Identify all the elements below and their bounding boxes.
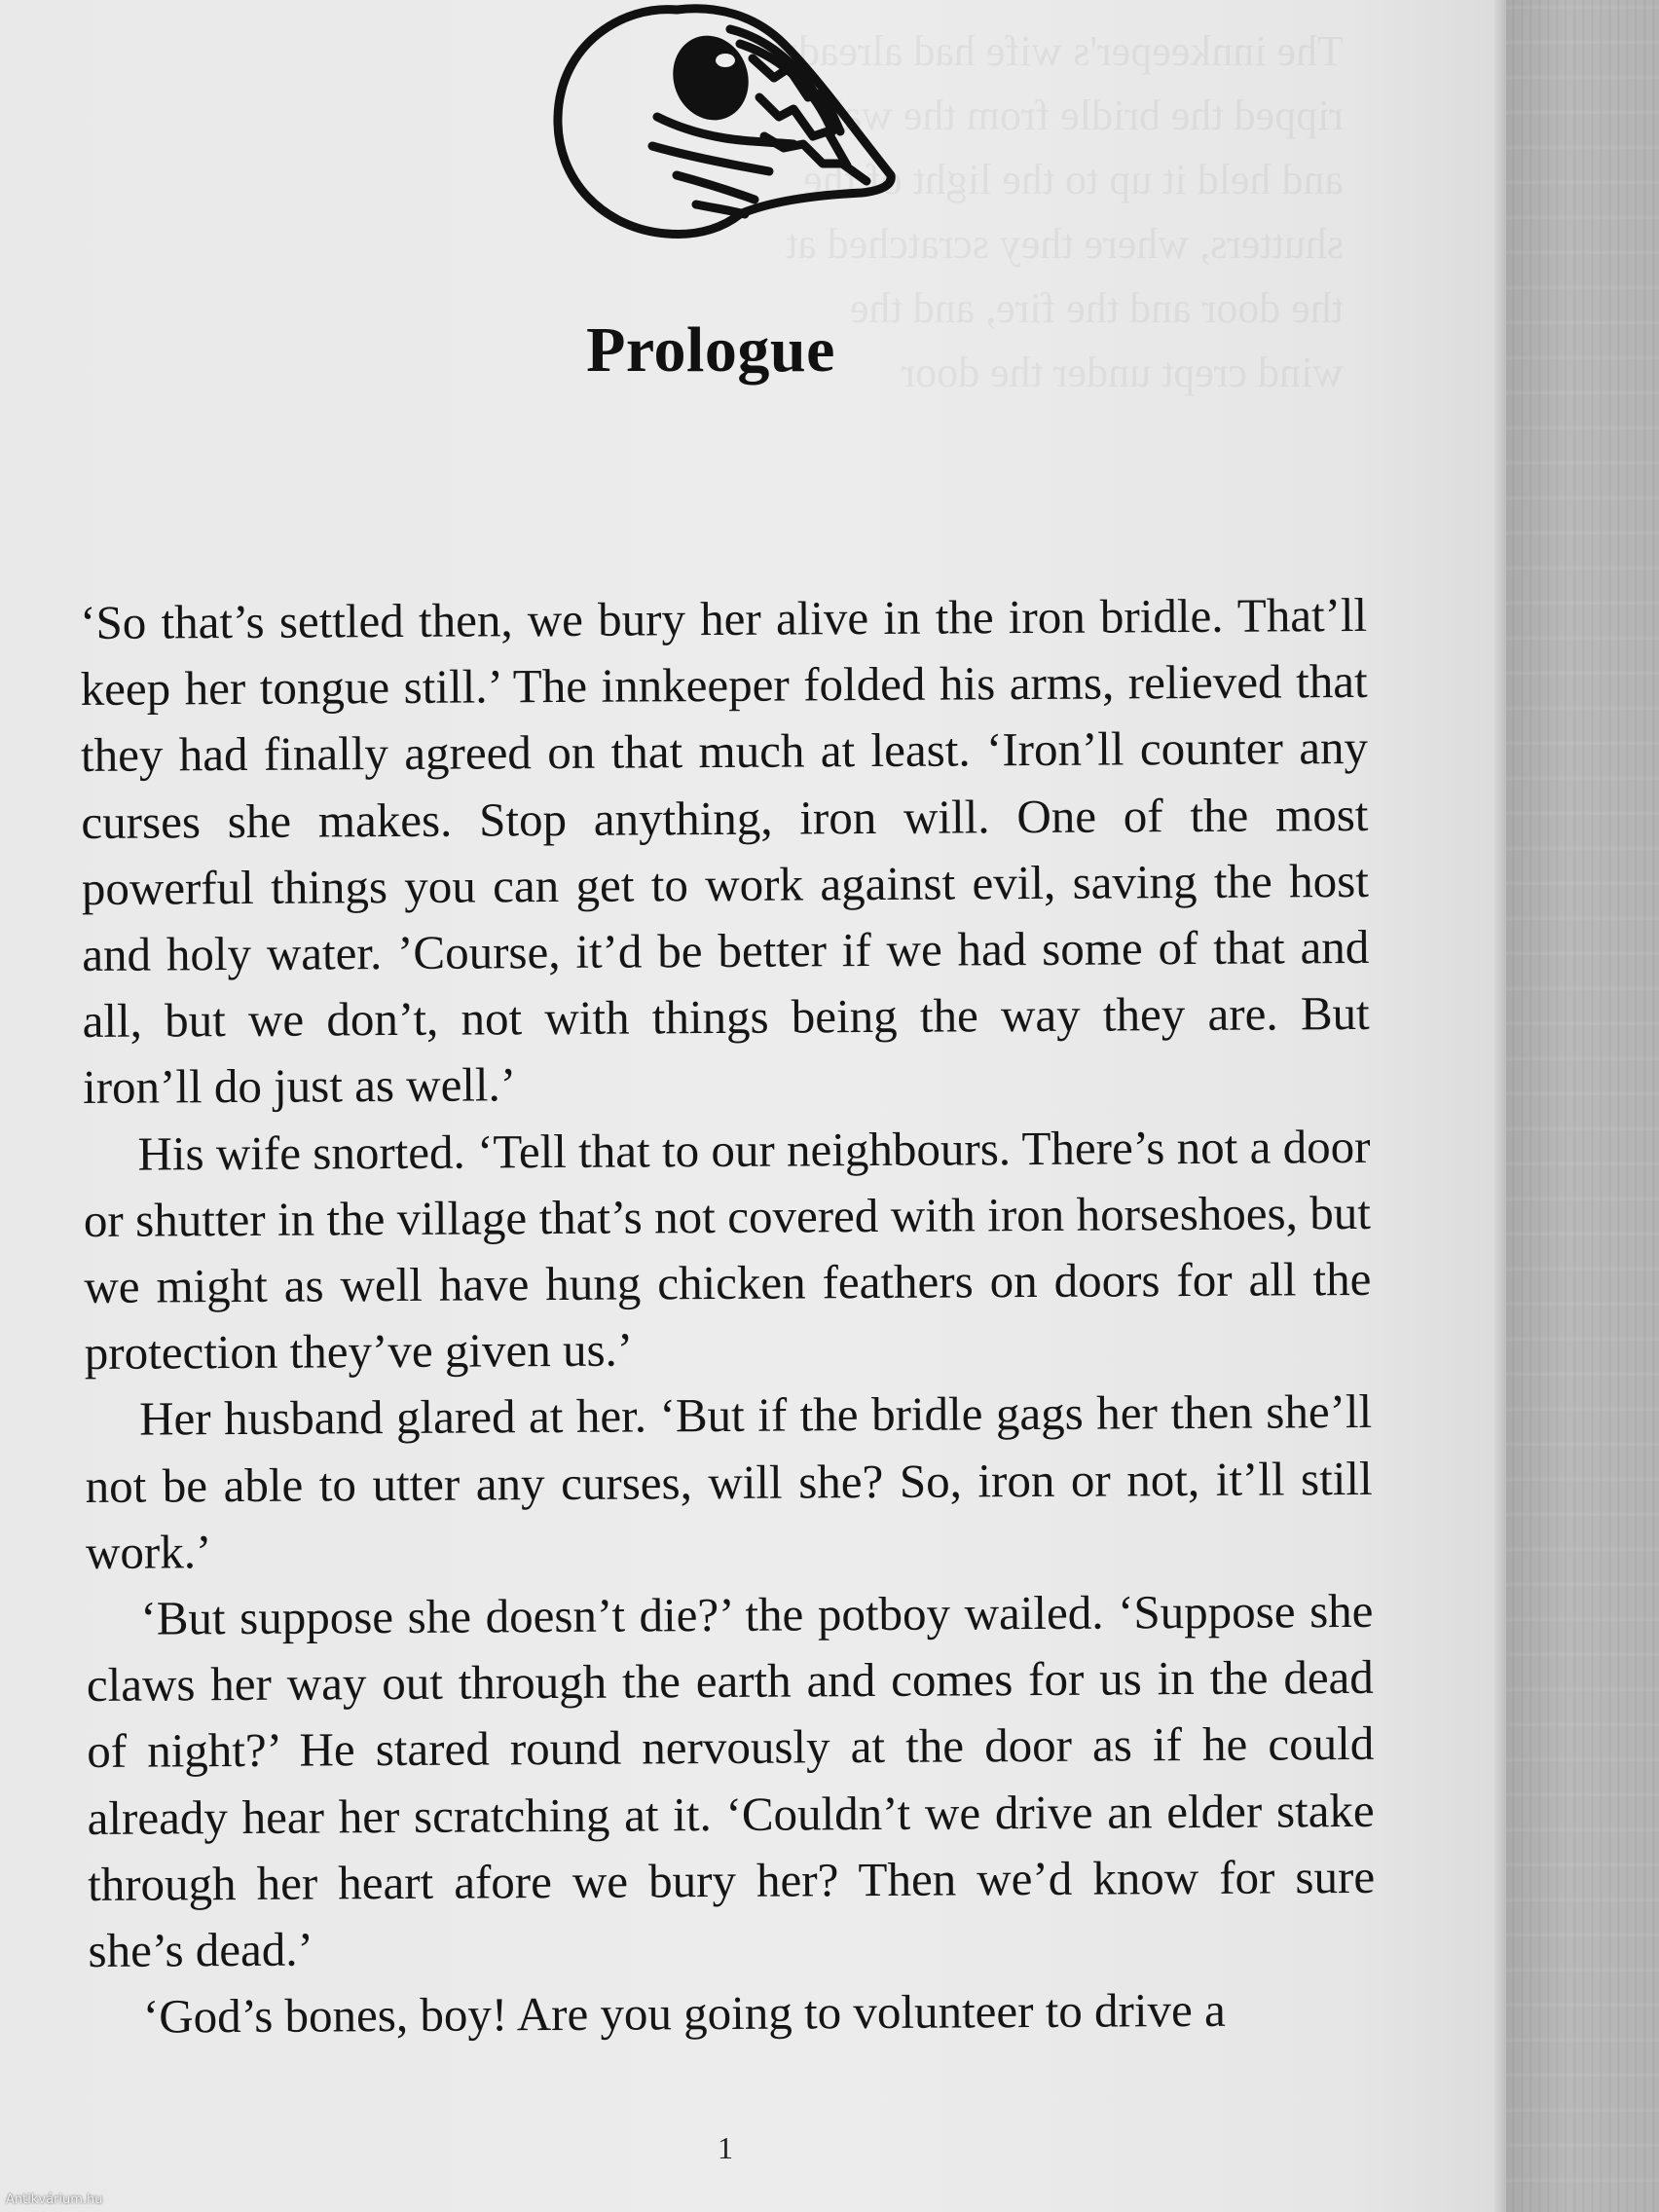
paragraph: ‘But suppose she doesn’t die?’ the potboy wailed. ‘Suppose she claws her way out through the earth and comes for us in the dead of night?’ He stared round nervously at the door as if he could already hear her scratching at it. ‘Couldn’t we drive an elder stake through her heart afore we bury her? Then we’d know for sure she’s dead.’ [86,1583,1376,1978]
paragraph: Her husband glared at her. ‘But if the bridle gags her then she’ll not be able to utter any curses, will she? So, iron or not, it’ll still work.’ [85,1384,1373,1579]
chapter-body [80,582,1376,2051]
paragraph: ‘So that’s settled then, we bury her alive in the iron bridle. That’ll keep her tongue still.’ The innkeeper folded his arms, relieved that they had finally agreed on that much at least. ‘Iron’ll counter any curses she makes. Stop anything, iron will. One of the most powerful things you can get to work against evil, saving the host and holy water. ’Course, it’d be better if we had some of that and all, but we don’t, not with things being the way they are. But iron’ll do just as well.’ [80,587,1370,1115]
page-edge [1494,0,1506,2212]
watermark: Antikvárium.hu [6,2193,103,2207]
paragraph: ‘God’s bones, boy! Are you going to volunteer to drive a [142,1983,1226,2044]
chapter-title: Prologue [586,314,835,386]
wood-surface [1506,0,1659,2212]
show-through-text: The innkeeper's wife had already ripped the bridle from the wall and held it up to the light of the shutters, where they scratched at the door and the fire, and the wind crept under the door [776,27,1344,396]
skull-icon [531,0,901,243]
page-number: 1 [718,2130,733,2165]
paragraph: His wife snorted. ‘Tell that to our neighbours. There’s not a door or shutter in the village that’s not covered with iron horseshoes, but we might as well have hung chicken feathers on doors for all the protection they’ve given us.’ [83,1119,1372,1381]
